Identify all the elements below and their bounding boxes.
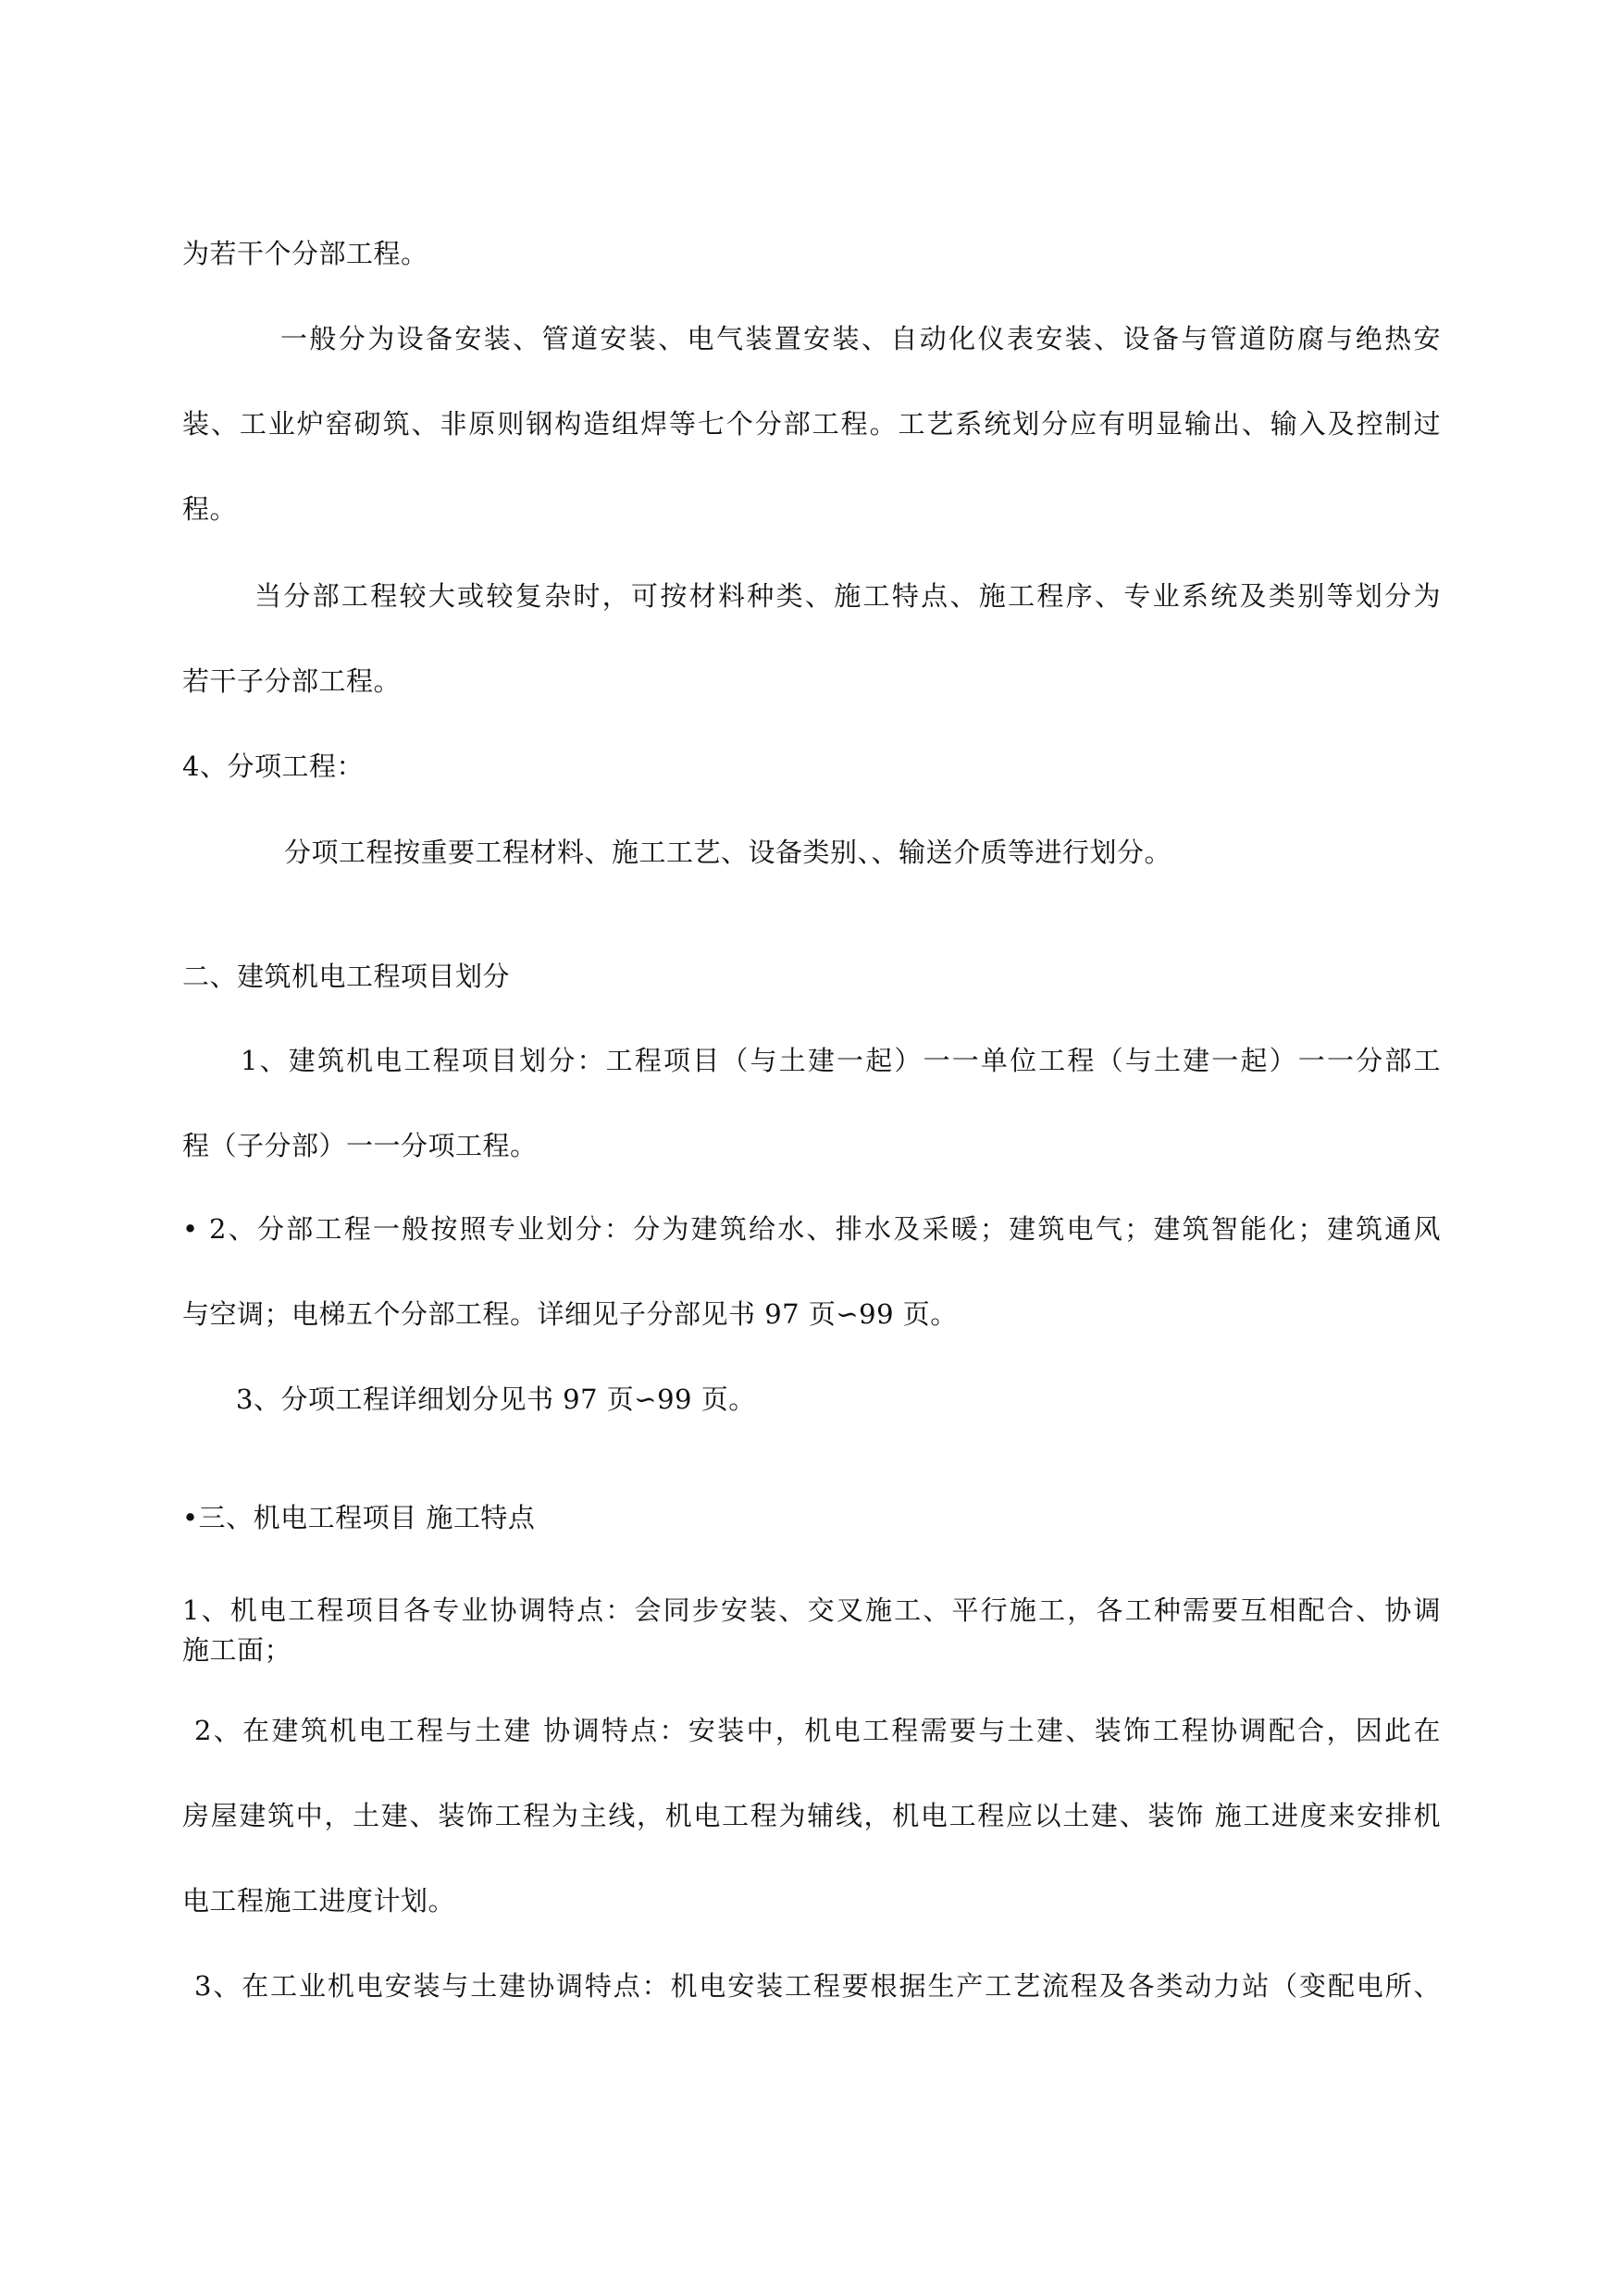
paragraph-line: 一般分为设备安装、管道安装、电气装置安装、自动化仪表安装、设备与管道防腐与绝热安 [280, 323, 1441, 354]
paragraph-line: 程（子分部）一一分项工程。 [182, 1130, 538, 1161]
paragraph-line: 若干子分部工程。 [182, 665, 402, 697]
bullet-paragraph-line: • 2、分部工程一般按照专业划分：分为建筑给水、排水及采暖；建筑电气；建筑智能化；建筑通风 [182, 1213, 1441, 1245]
section-heading: 4、分项工程： [182, 751, 364, 782]
paragraph-line: 施工面； [182, 1634, 292, 1666]
paragraph-line: 电工程施工进度计划。 [182, 1885, 456, 1917]
paragraph-line: 装、工业炉窑砌筑、非原则钢构造组焊等七个分部工程。工艺系统划分应有明显输出、输入及控制过 [182, 408, 1441, 440]
paragraph-line: 房屋建筑中，土建、装饰工程为主线，机电工程为辅线，机电工程应以土建、装饰 施工进度来安排机 [182, 1800, 1441, 1831]
paragraph-line: 3、分项工程详细划分见书 97 页∽99 页。 [236, 1383, 756, 1415]
paragraph-line: 3、在工业机电安装与土建协调特点：机电安装工程要根据生产工艺流程及各类动力站（变配电所、 [194, 1970, 1441, 2002]
section-heading: 二、建筑机电工程项目划分 [182, 961, 511, 992]
paragraph-line: 2、在建筑机电工程与土建 协调特点：安装中，机电工程需要与土建、装饰工程协调配合，因此在 [194, 1715, 1441, 1746]
paragraph-line: 分项工程按重要工程材料、施工工艺、设备类别、、输送介质等进行划分。 [284, 837, 1172, 868]
paragraph-line: 为若干个分部工程。 [182, 238, 428, 269]
paragraph-line: 当分部工程较大或较复杂时，可按材料种类、施工特点、施工程序、专业系统及类别等划分为 [254, 580, 1441, 612]
paragraph-line: 与空调；电梯五个分部工程。详细见子分部见书 97 页∽99 页。 [182, 1298, 958, 1330]
section-heading: •三、机电工程项目 施工特点 [182, 1502, 536, 1533]
paragraph-line: 程。 [182, 493, 238, 525]
paragraph-line: 1、建筑机电工程项目划分：工程项目（与土建一起）一一单位工程（与土建一起）一一分部工 [241, 1045, 1441, 1076]
paragraph-line: 1、机电工程项目各专业协调特点：会同步安装、交叉施工、平行施工，各工种需要互相配合、协调 [182, 1594, 1441, 1626]
